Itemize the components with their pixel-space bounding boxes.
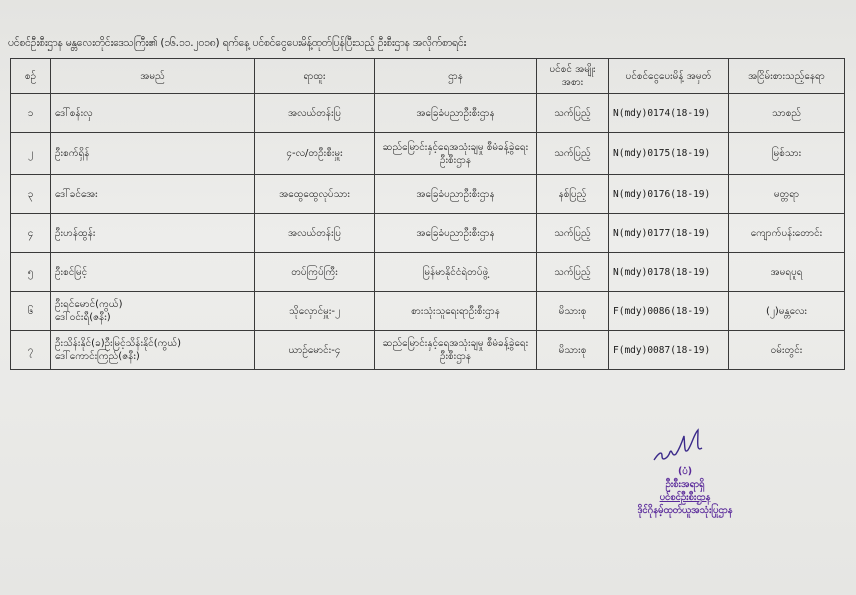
cell-place: ဝမ်းတွင်း	[729, 331, 845, 370]
cell-department: ဆည်မြောင်းနှင့်ရေအသုံးချမှု စီမံခန့်ခွဲရေးဦးစီးဌာန	[375, 331, 537, 370]
cell-department: အခြေခံပညာဦးစီးဌာန	[375, 94, 537, 133]
cell-person-name: ဦးသိန်းနိုင်(ခ)ဦးမြင့်သိန်းနိုင်(ကွယ်) ဒေါ်ကောင်းကြည်(ဇနီး)	[51, 331, 255, 370]
cell-pension-type: သက်ပြည့်	[537, 133, 609, 175]
cell-person-name: ဒေါ်ခင်အေး	[51, 175, 255, 214]
stamp-line: ပင်စင်ဦးစီးဌာန	[659, 492, 711, 503]
pension-table	[10, 58, 845, 370]
table-row	[11, 133, 845, 175]
cell-place: မြစ်သား	[729, 133, 845, 175]
cell-row-number: ၃	[11, 175, 51, 214]
cell-order-number: F(mdy)0087(18-19)	[609, 331, 729, 370]
cell-row-number: ၄	[11, 214, 51, 253]
cell-department: အခြေခံပညာဦးစီးဌာန	[375, 214, 537, 253]
document-heading: ပင်စင်ဦးစီးဌာန မန္တလေးတိုင်းဒေသကြီး၏ (၁၆.၁၁.၂၀၁၈) ရက်နေ့ ပင်စင်ငွေပေးမိန့်ထုတ်ပြန်ပြီးသည့် ဦးစီးဌာန အလိုက်စာရင်း	[8, 37, 467, 49]
table-row	[11, 175, 845, 214]
cell-place: ကျောက်ပန်းတောင်း	[729, 214, 845, 253]
cell-department: စားသုံးသူရေးရာဦးစီးဌာန	[375, 292, 537, 331]
cell-place: (၂)မန္တလေး	[729, 292, 845, 331]
cell-row-number: ၇	[11, 331, 51, 370]
table-row	[11, 331, 845, 370]
cell-place: မတ္တရာ	[729, 175, 845, 214]
table-row	[11, 253, 845, 292]
cell-department: အခြေခံပညာဦးစီးဌာန	[375, 175, 537, 214]
cell-order-number: N(mdy)0174(18-19)	[609, 94, 729, 133]
cell-rank: ယာဉ်မောင်း-၄	[255, 331, 375, 370]
column-header: အငြိမ်းစားသည့်နေရာ	[729, 59, 845, 94]
column-header: ဌာန	[375, 59, 537, 94]
cell-rank: သိုလှောင်မှူး-၂	[255, 292, 375, 331]
cell-pension-type: မိသားစု	[537, 331, 609, 370]
cell-rank: ၄-လ/တဦးစီးမှူး	[255, 133, 375, 175]
column-header: စဉ်	[11, 59, 51, 94]
cell-order-number: F(mdy)0086(18-19)	[609, 292, 729, 331]
cell-rank: အလယ်တန်းပြ	[255, 214, 375, 253]
cell-order-number: N(mdy)0178(18-19)	[609, 253, 729, 292]
cell-place: သာစည်	[729, 94, 845, 133]
cell-person-name: ဦးရင်မောင်(ကွယ်) ဒေါ်ဝင်းရီ(ဇနီး)	[51, 292, 255, 331]
cell-person-name: ဦးစင်မြင့်	[51, 253, 255, 292]
cell-rank: တပ်ကြပ်ကြီး	[255, 253, 375, 292]
cell-order-number: N(mdy)0177(18-19)	[609, 214, 729, 253]
column-header: ရာထူး	[255, 59, 375, 94]
cell-pension-type: သက်ပြည့်	[537, 214, 609, 253]
cell-row-number: ၅	[11, 253, 51, 292]
official-stamp	[590, 465, 780, 517]
stamp-line: (ပံ)	[677, 466, 693, 477]
cell-row-number: ၆	[11, 292, 51, 331]
cell-rank: အထွေထွေလုပ်သား	[255, 175, 375, 214]
cell-pension-type: နစ်ပြည့်	[537, 175, 609, 214]
cell-person-name: ဒေါ်စန်းလှ	[51, 94, 255, 133]
cell-person-name: ဦးဟန်ထွန်း	[51, 214, 255, 253]
cell-pension-type: သက်ပြည့်	[537, 94, 609, 133]
stamp-line: ဦးစီးအရာရှိ	[665, 479, 705, 490]
table-row	[11, 94, 845, 133]
cell-row-number: ၁	[11, 94, 51, 133]
cell-department: မြန်မာနိုင်ငံရဲတပ်ဖွဲ့	[375, 253, 537, 292]
cell-row-number: ၂	[11, 133, 51, 175]
handwritten-signature	[648, 424, 708, 470]
cell-department: ဆည်မြောင်းနှင့်ရေအသုံးချမှု စီမံခန့်ခွဲရေးဦးစီးဌာန	[375, 133, 537, 175]
column-header: ပင်စင်ငွေပေးမိန့် အမှတ်	[609, 59, 729, 94]
cell-pension-type: မိသားစု	[537, 292, 609, 331]
column-header: အမည်	[51, 59, 255, 94]
table-row	[11, 214, 845, 253]
cell-place: အမရပူရ	[729, 253, 845, 292]
table-header-row	[11, 59, 845, 94]
cell-order-number: N(mdy)0176(18-19)	[609, 175, 729, 214]
cell-person-name: ဦးစက်ရှိန်	[51, 133, 255, 175]
cell-order-number: N(mdy)0175(18-19)	[609, 133, 729, 175]
cell-rank: အလယ်တန်းပြ	[255, 94, 375, 133]
cell-pension-type: သက်ပြည့်	[537, 253, 609, 292]
column-header: ပင်စင် အမျိုးအစား	[537, 59, 609, 94]
stamp-line: ဒိုင်ဂိုနမ့်ထုတ်ယူအသုံးပြုဌာန	[637, 505, 733, 516]
table-row	[11, 292, 845, 331]
